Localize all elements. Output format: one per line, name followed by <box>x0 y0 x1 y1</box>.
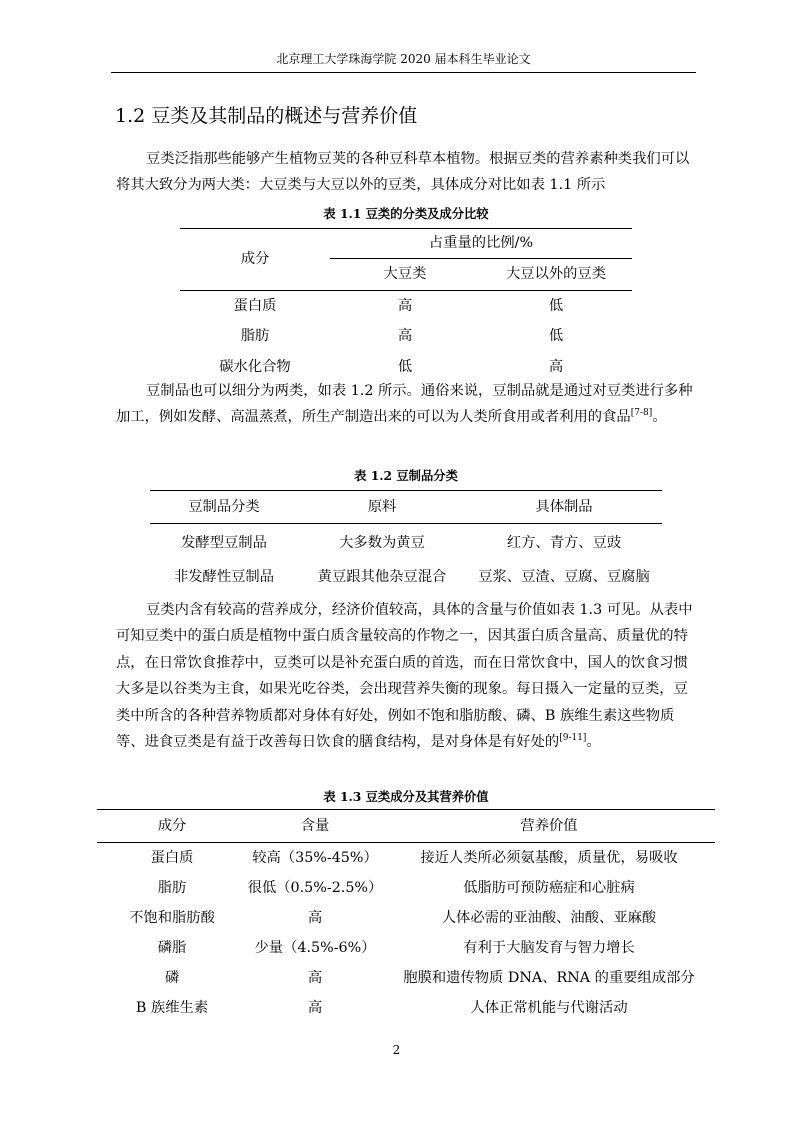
table-1-cell: 低 <box>397 359 413 375</box>
paragraph-2-text: 豆制品也可以细分为两类，如表 1.2 所示。通俗来说，豆制品就是通过对豆类进行多种加工，例如发酵、高温蒸煮，所生产制造出来的可以为人类所食用或者利用的食品 <box>116 383 693 426</box>
table-3-header: 营养价值 <box>520 818 578 834</box>
table-3-cell: 很低（0.5%-2.5%） <box>247 880 383 896</box>
table-3-header: 成分 <box>157 818 187 834</box>
table-3-cell: 人体必需的亚油酸、油酸、亚麻酸 <box>441 910 657 926</box>
table-2-header-rule <box>150 523 662 524</box>
table-3-cell: 接近人类所必须氨基酸，质量优，易吸收 <box>420 850 678 866</box>
table-1-cell: 高 <box>548 359 564 375</box>
section-title: 1.2 豆类及其制品的概述与营养价值 <box>115 105 418 127</box>
table-1-caption: 表 1.1 豆类的分类及成分比较 <box>323 206 489 221</box>
page-number: 2 <box>392 1043 401 1057</box>
table-2-cell: 红方、青方、豆豉 <box>506 535 622 551</box>
table-3-header: 含量 <box>300 818 330 834</box>
paragraph-1 <box>116 146 698 199</box>
table-2-cell: 发酵型豆制品 <box>181 535 267 551</box>
table-1-cell: 高 <box>397 298 413 314</box>
table-1-cell: 高 <box>397 328 413 344</box>
paragraph-3-text: 豆类内含有较高的营养成分，经济价值较高，具体的含量与价值如表 1.3 可见。从表中可知豆类中的蛋白质是植物中蛋白质含量较高的作物之一，因其蛋白质含量高、质量优的特点，在日常饮食推荐中，豆类可以是补充蛋白质的首选，而在日常饮食中，国人的饮食习惯大多是以谷类为主食，如果光吃谷类，会出现营养失衡的现象。每日摄入一定量的豆类，豆类中所含的各种营养物质都对身体有好处，例如不饱和脂肪酸、磷、B 族维生素这些物质等、进食豆类是有益于改善每日饮食的膳食结构，是对身体是有好处的 <box>116 602 693 751</box>
table-1-cell: 碳水化合物 <box>219 359 291 375</box>
table-2-top-rule <box>150 490 662 491</box>
table-3-cell: 脂肪 <box>157 880 187 896</box>
table-2-header: 具体制品 <box>535 499 593 515</box>
table-3-cell: 磷 <box>164 970 180 986</box>
table-3-cell: 高 <box>307 970 323 986</box>
table-3-caption: 表 1.3 豆类成分及其营养价值 <box>323 789 489 804</box>
citation: [7-8] <box>630 408 653 419</box>
table-1-cell: 蛋白质 <box>233 298 277 314</box>
header-rule <box>111 72 696 73</box>
table-3-cell: 高 <box>307 910 323 926</box>
table-3-cell: 蛋白质 <box>150 850 194 866</box>
table-3-cell: 高 <box>307 1000 323 1016</box>
table-2-caption: 表 1.2 豆制品分类 <box>354 468 458 483</box>
table-2-cell: 黄豆跟其他杂豆混合 <box>317 569 447 585</box>
paragraph-2-tail: 。 <box>652 409 667 426</box>
table-3-cell: 少量（4.5%-6%） <box>254 940 376 956</box>
table-1-group-rule <box>330 258 632 259</box>
table-1-header-other: 大豆以外的豆类 <box>505 266 607 282</box>
table-3-cell: 人体正常机能与代谢活动 <box>470 1000 628 1016</box>
table-3-cell: 低脂肪可预防癌症和心脏病 <box>463 880 635 896</box>
table-3-cell: 较高（35%-45%） <box>252 850 378 866</box>
table-1-header-component: 成分 <box>240 251 270 267</box>
paragraph-1-text: 豆类泛指那些能够产生植物豆荚的各种豆科草本植物。根据豆类的营养素种类我们可以将其大致分为两大类：大豆类与大豆以外的豆类，具体成分对比如表 1.1 所示 <box>116 151 690 194</box>
running-header: 北京理工大学珠海学院 2020 届本科生毕业论文 <box>276 52 531 66</box>
paragraph-3 <box>116 597 698 755</box>
table-2-header: 原料 <box>367 499 397 515</box>
table-3-top-rule <box>97 809 715 810</box>
paragraph-2 <box>116 378 698 431</box>
table-2-cell: 豆浆、豆渣、豆腐、豆腐脑 <box>478 569 650 585</box>
paragraph-3-tail: 。 <box>586 734 601 751</box>
table-1-header-rule <box>180 290 632 291</box>
table-2-header: 豆制品分类 <box>188 499 260 515</box>
table-1-top-rule <box>180 228 632 229</box>
table-3-cell: B 族维生素 <box>135 1000 209 1016</box>
table-3-cell: 胞膜和遗传物质 DNA、RNA 的重要组成部分 <box>403 970 695 986</box>
table-2-cell: 大多数为黄豆 <box>339 535 425 551</box>
table-1-cell: 低 <box>548 328 564 344</box>
table-1-header-group: 占重量的比例/% <box>428 235 534 251</box>
table-3-header-rule <box>97 842 715 843</box>
table-1-header-soy: 大豆类 <box>383 266 427 282</box>
table-3-cell: 有利于大脑发育与智力增长 <box>463 940 635 956</box>
table-3-cell: 不饱和脂肪酸 <box>129 910 215 926</box>
citation: [9-11] <box>559 733 587 744</box>
table-1-cell: 低 <box>548 298 564 314</box>
table-3-cell: 磷脂 <box>157 940 187 956</box>
table-1-cell: 脂肪 <box>240 328 270 344</box>
table-2-cell: 非发酵性豆制品 <box>173 569 275 585</box>
